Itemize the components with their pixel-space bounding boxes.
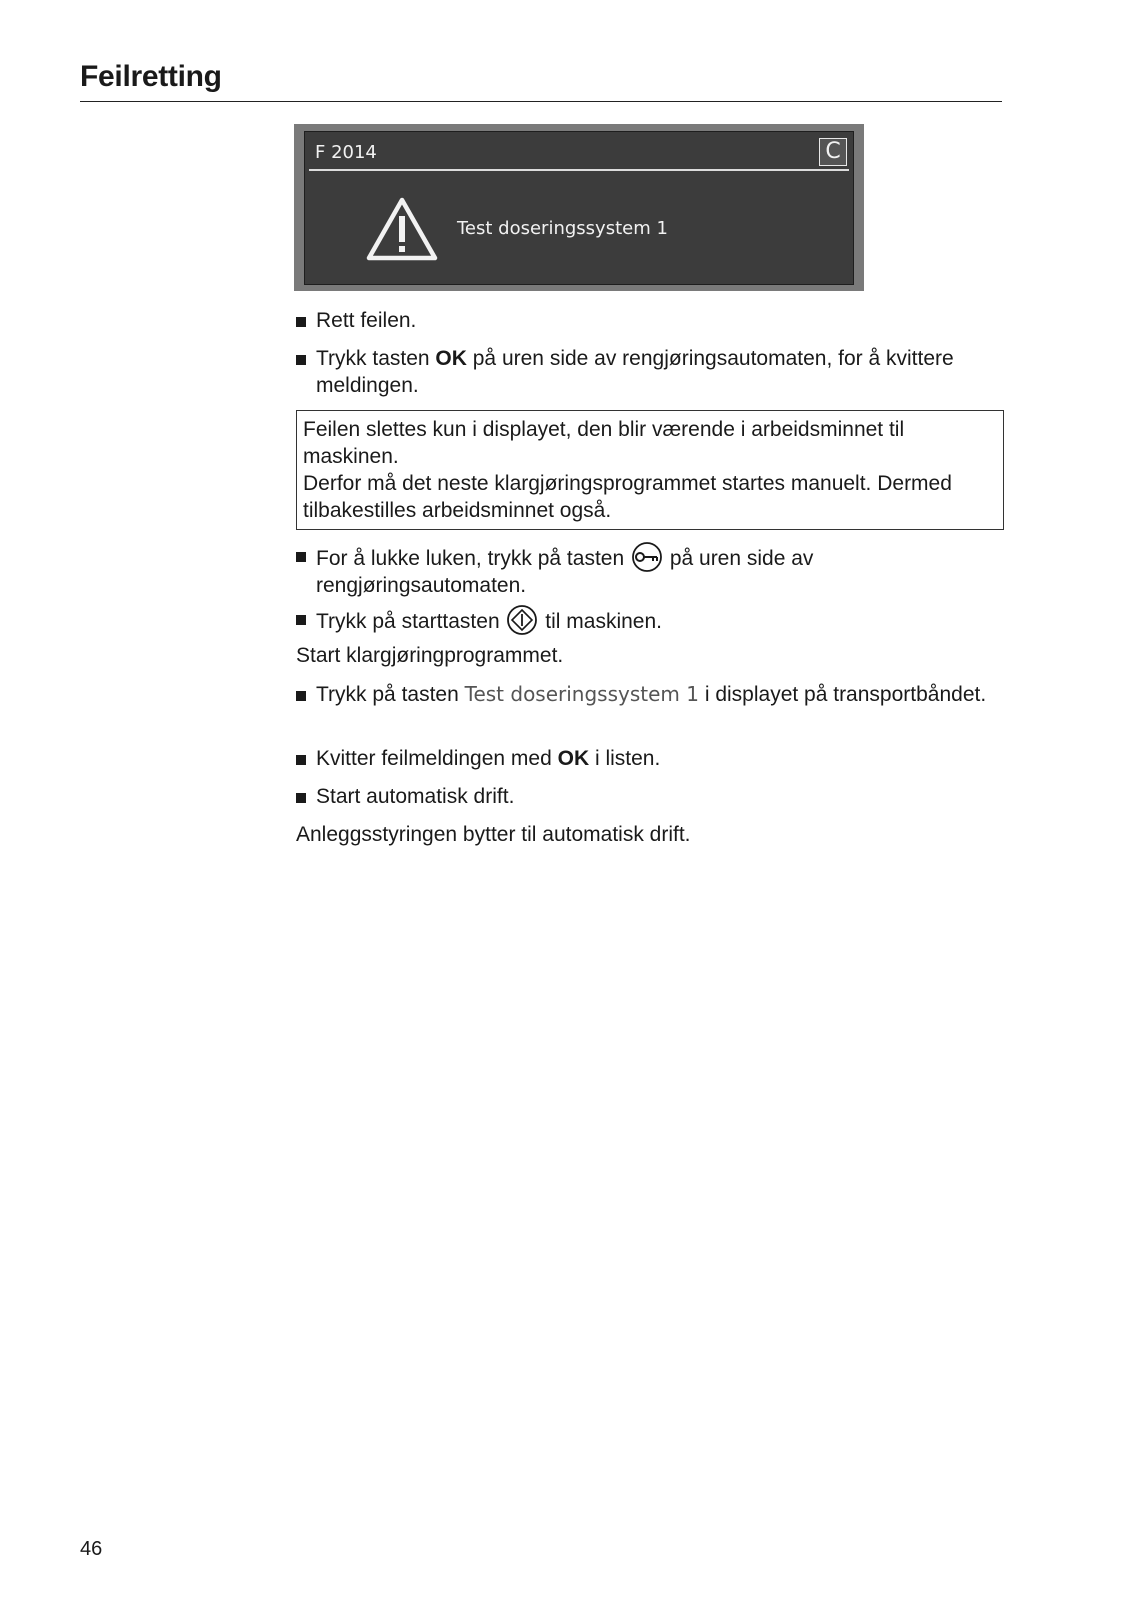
warning-triangle-icon: [365, 196, 439, 262]
note-box: [296, 410, 1004, 530]
list-item-text: Trykk tasten OK på uren side av rengjøringsautomaten, for å kvittere meldingen.: [316, 347, 954, 397]
display-divider: [309, 169, 849, 171]
clear-key[interactable]: C: [819, 138, 847, 166]
ok-key-label: OK: [557, 747, 590, 770]
bullet: [296, 615, 306, 625]
door-key-icon: [630, 542, 664, 572]
bullet: [296, 793, 306, 803]
paragraph: Start klargjøringprogrammet.: [296, 644, 564, 667]
start-button-icon: [505, 605, 539, 635]
list-item: [296, 307, 1008, 334]
display-screenshot: [294, 124, 864, 291]
list-item-text: Trykk på starttasten til maskinen.: [316, 605, 1008, 635]
list-item: [296, 542, 1008, 599]
list-item-text: Rett feilen.: [316, 309, 417, 332]
error-code: F 2014: [315, 142, 377, 163]
list-item-text: Kvitter feilmeldingen med OK i listen.: [316, 747, 661, 770]
note-line-2: Derfor må det neste klargjøringsprogrammet startes manuelt. Dermed tilbakestilles arbeidsminnet også.: [303, 472, 952, 522]
list-item: [296, 745, 1008, 772]
ok-key-label: OK: [435, 347, 467, 370]
list-item-text: For å lukke luken, trykk på tasten på uren side av rengjøringsautomaten.: [316, 542, 1008, 599]
page-title: Feilretting: [80, 60, 222, 93]
header-rule: [80, 101, 1002, 102]
list-item-text: Trykk på tasten Test doseringssystem 1 i displayet på transportbåndet.: [316, 682, 987, 706]
bullet: [296, 691, 306, 701]
list-item: [296, 783, 1008, 810]
bullet: [296, 317, 306, 327]
display-key-label: Test doseringssystem 1: [464, 682, 699, 706]
bullet: [296, 552, 306, 562]
list-item: [296, 681, 1008, 708]
list-item-text: Start automatisk drift.: [316, 785, 515, 808]
note-line-1: Feilen slettes kun i displayet, den blir værende i arbeidsminnet til maskinen.: [303, 418, 905, 468]
page-number: 46: [80, 1538, 103, 1560]
bullet: [296, 355, 306, 365]
paragraph: Anleggsstyringen bytter til automatisk drift.: [296, 823, 691, 846]
bullet: [296, 755, 306, 765]
display-screen: [304, 131, 854, 285]
list-item: [296, 345, 1008, 399]
display-message[interactable]: Test doseringssystem 1: [457, 218, 668, 239]
list-item: [296, 605, 1008, 635]
